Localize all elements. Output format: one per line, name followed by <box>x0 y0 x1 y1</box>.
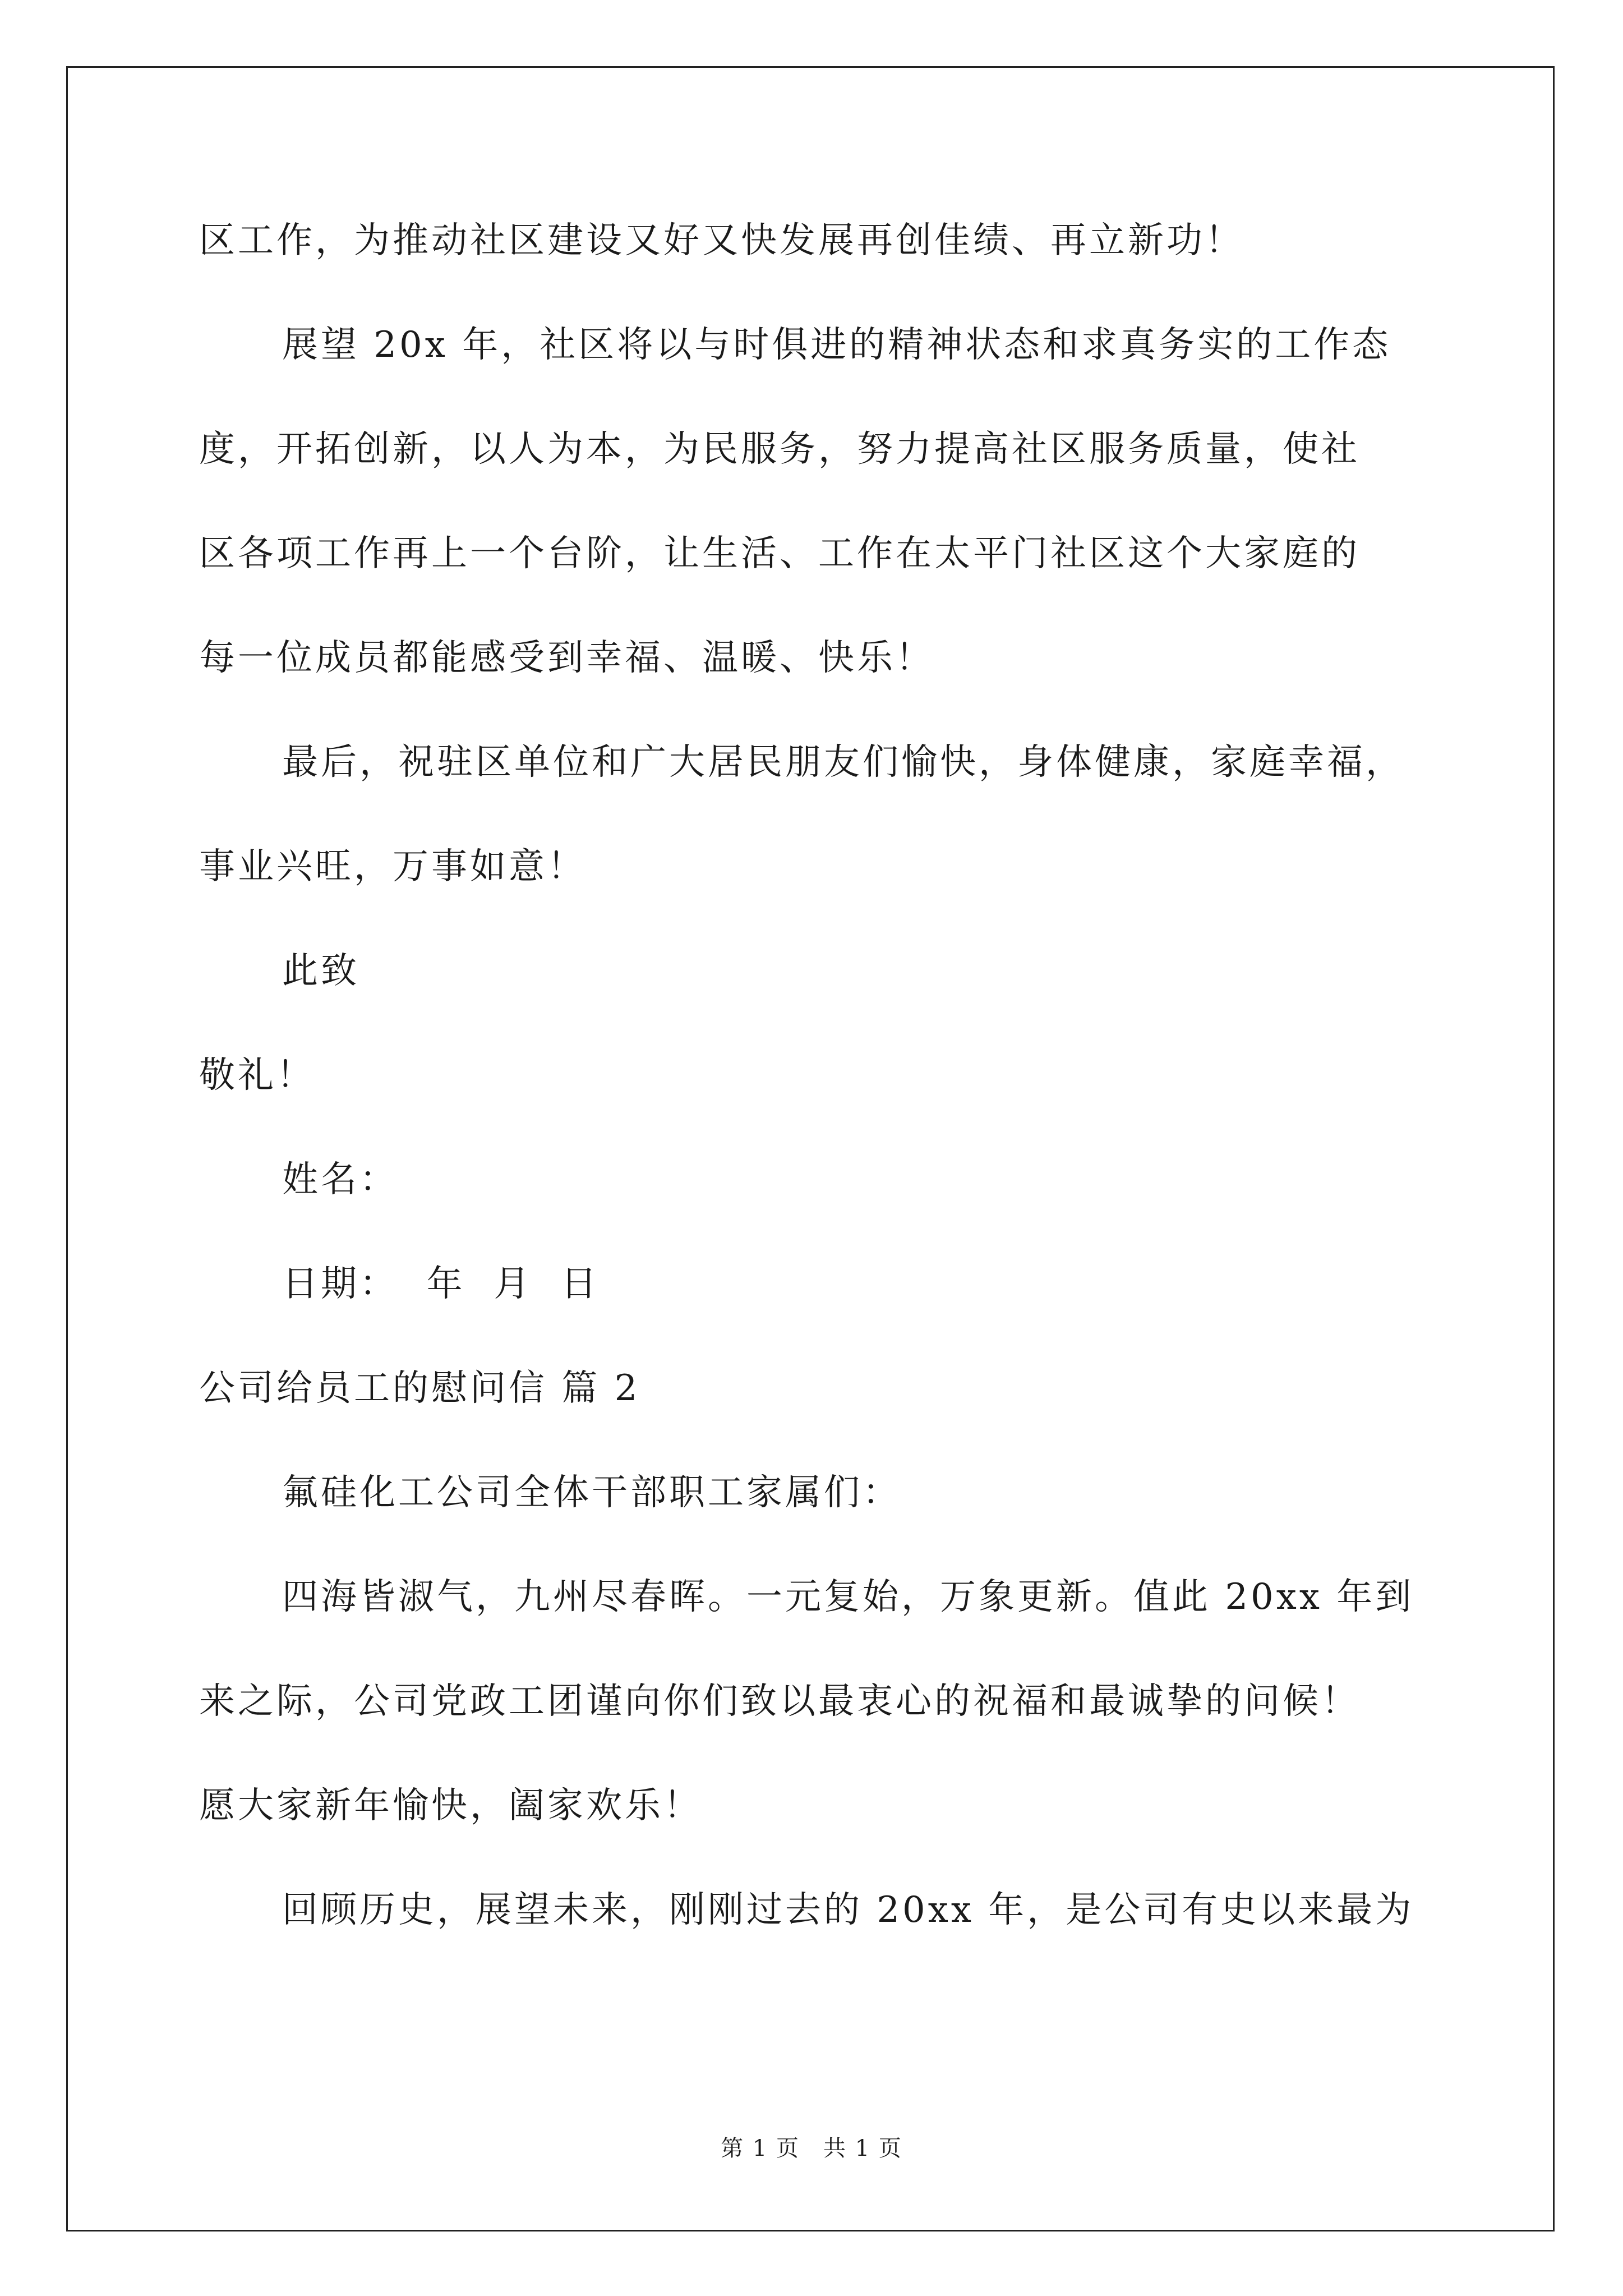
text-line: 每一位成员都能感受到幸福、温暖、快乐！ <box>199 637 934 679</box>
letter-greeting: 氟硅化工公司全体干部职工家属们： <box>282 1472 901 1513</box>
section-heading: 公司给员工的慰问信 篇 2 <box>199 1368 640 1409</box>
text-line: 愿大家新年愉快，阖家欢乐！ <box>199 1785 702 1826</box>
date-field-label: 日期： 年 月 日 <box>282 1263 600 1305</box>
text-line: 区各项工作再上一个台阶，让生活、工作在太平门社区这个大家庭的 <box>199 533 1360 574</box>
text-line: 四海皆淑气，九州尽春晖。一元复始，万象更新。值此 20xx 年到 <box>282 1576 1414 1618</box>
text-line: 事业兴旺，万事如意！ <box>199 846 586 887</box>
text-line: 来之际，公司党政工团谨向你们致以最衷心的祝福和最诚挚的问候！ <box>199 1681 1360 1722</box>
closing-phrase: 此致 <box>282 950 359 992</box>
name-field-label: 姓名： <box>282 1159 398 1200</box>
text-line: 度，开拓创新，以人为本，为民服务，努力提高社区服务质量，使社 <box>199 429 1360 470</box>
text-line: 最后，祝驻区单位和广大居民朋友们愉快，身体健康，家庭幸福， <box>282 742 1404 783</box>
text-line: 区工作，为推动社区建设又好又快发展再创佳绩、再立新功！ <box>199 220 1244 261</box>
text-line: 展望 20x 年，社区将以与时俱进的精神状态和求真务实的工作态 <box>282 324 1391 366</box>
letter-body <box>199 208 1461 1981</box>
page-footer: 第 1 页 共 1 页 <box>721 2136 902 2161</box>
text-line: 回顾历史，展望未来，刚刚过去的 20xx 年，是公司有史以来最为 <box>282 1889 1414 1931</box>
salutation: 敬礼！ <box>199 1055 315 1096</box>
